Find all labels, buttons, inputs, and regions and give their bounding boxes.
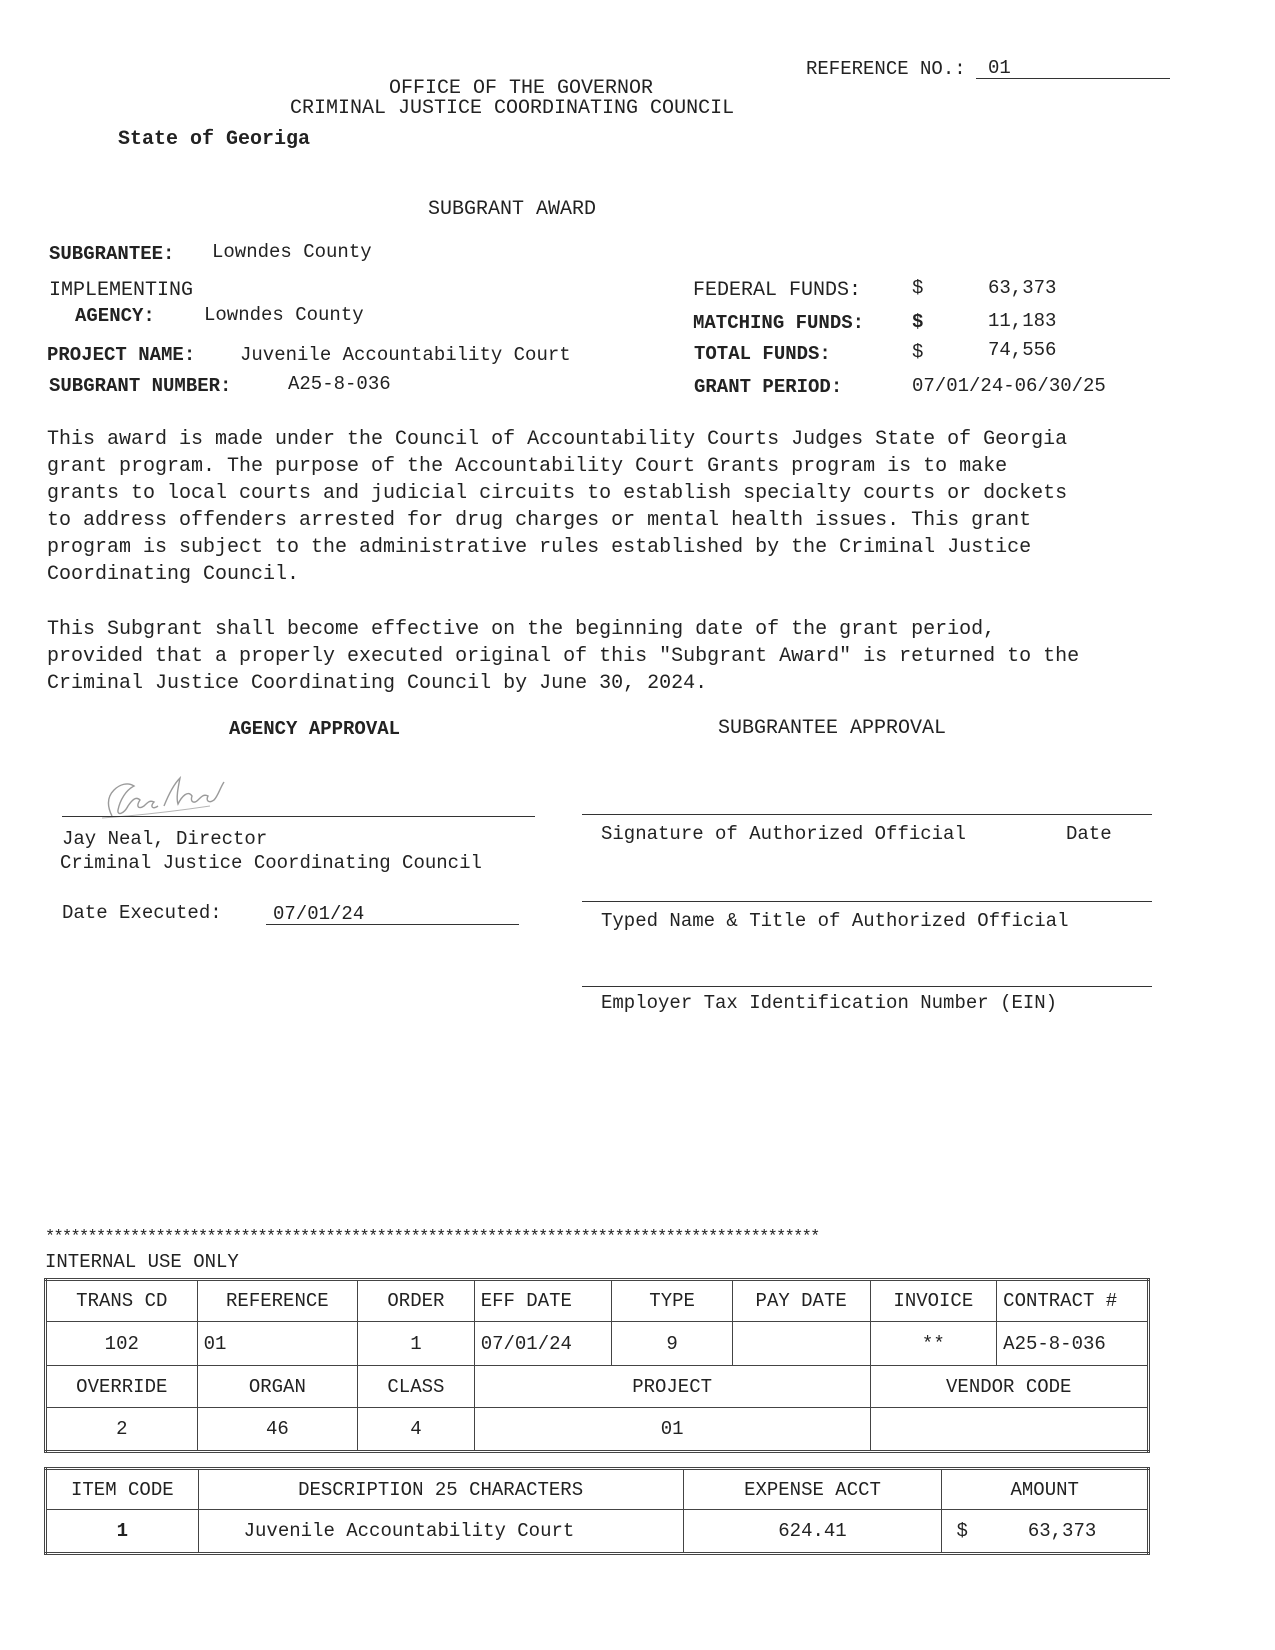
grant-period-value: 07/01/24-06/30/25 — [912, 375, 1106, 397]
project-name-label: PROJECT NAME: — [47, 344, 196, 366]
council-title: CRIMINAL JUSTICE COORDINATING COUNCIL — [290, 97, 735, 120]
header-reference: REFERENCE — [197, 1280, 358, 1322]
project-name-value: Juvenile Accountability Court — [240, 344, 571, 366]
table-row — [46, 1469, 1149, 1510]
subgrantee-approval-heading: SUBGRANTEE APPROVAL — [718, 717, 947, 740]
official-signature-label: Signature of Authorized Official — [601, 823, 966, 845]
grant-period-label: GRANT PERIOD: — [694, 376, 843, 398]
item-code-value: 1 — [46, 1510, 199, 1554]
reference-label: REFERENCE NO.: — [806, 58, 966, 80]
ein-line — [582, 986, 1152, 987]
star-divider: ******************************************************************************************* — [45, 1228, 819, 1247]
value-organ: 46 — [197, 1408, 358, 1452]
value-eff-date: 07/01/24 — [474, 1322, 612, 1366]
typed-name-label: Typed Name & Title of Authorized Official — [601, 910, 1069, 932]
header-trans-cd: TRANS CD — [46, 1280, 198, 1322]
value-vendor-code — [870, 1408, 1149, 1452]
total-funds-value: 74,556 — [988, 339, 1057, 361]
value-override: 2 — [46, 1408, 198, 1452]
header-class: CLASS — [358, 1366, 475, 1408]
effective-date-paragraph: This Subgrant shall become effective on the beginning date of the grant period, provided that a properly executed original of this "Subgrant Award" is returned to the Criminal Justice Coordinating Council by June 30, 2024. — [47, 618, 1080, 695]
subgrant-number-value: A25-8-036 — [288, 373, 391, 395]
agency-signature-line — [62, 816, 535, 817]
internal-use-table — [44, 1278, 1150, 1453]
table-row — [46, 1408, 1149, 1452]
item-expense-acct-value: 624.41 — [683, 1510, 942, 1554]
date-executed-underline — [266, 924, 519, 925]
header-description: DESCRIPTION 25 CHARACTERS — [198, 1469, 683, 1510]
header-item-code: ITEM CODE — [46, 1469, 199, 1510]
value-order: 1 — [358, 1322, 475, 1366]
subgrantee-label: SUBGRANTEE: — [49, 243, 175, 265]
item-amount-value: 63,373 — [1027, 1520, 1097, 1542]
federal-funds-label: FEDERAL FUNDS: — [693, 279, 862, 302]
item-amount-cell — [942, 1510, 1149, 1554]
table-row — [46, 1510, 1149, 1554]
agency-value: Lowndes County — [204, 304, 364, 326]
date-executed-label: Date Executed: — [62, 902, 222, 924]
date-executed-value: 07/01/24 — [273, 903, 365, 925]
header-amount: AMOUNT — [942, 1469, 1149, 1510]
federal-funds-value: 63,373 — [988, 277, 1057, 299]
table-row — [46, 1322, 1149, 1366]
value-invoice: ** — [870, 1322, 997, 1366]
value-pay-date — [732, 1322, 870, 1366]
ein-label: Employer Tax Identification Number (EIN) — [601, 992, 1058, 1014]
value-class: 4 — [358, 1408, 475, 1452]
value-contract: A25-8-036 — [997, 1322, 1149, 1366]
header-type: TYPE — [612, 1280, 732, 1322]
agency-approval-heading: AGENCY APPROVAL — [229, 718, 401, 740]
header-vendor-code: VENDOR CODE — [870, 1366, 1149, 1408]
header-override: OVERRIDE — [46, 1366, 198, 1408]
document-title: SUBGRANT AWARD — [428, 198, 597, 221]
header-contract: CONTRACT # — [997, 1280, 1149, 1322]
value-project: 01 — [474, 1408, 870, 1452]
value-trans-cd: 102 — [46, 1322, 198, 1366]
implementing-label: IMPLEMENTING — [49, 279, 194, 302]
header-invoice: INVOICE — [870, 1280, 997, 1322]
value-type: 9 — [612, 1322, 732, 1366]
matching-funds-value: 11,183 — [988, 310, 1057, 332]
award-description-paragraph: This award is made under the Council of Accountability Courts Judges State of Georgia grant program. The purpose of the Accountability Court Grants program is to make grants to local courts and judicial circuits to establish specialty courts or dockets to address offenders arrested for drug charges or mental health issues. This grant program is subject to the administrative rules established by the Criminal Justice Coordinating Council. — [47, 428, 1068, 586]
header-project: PROJECT — [474, 1366, 870, 1408]
subgrantee-value: Lowndes County — [212, 241, 372, 263]
header-expense-acct: EXPENSE ACCT — [683, 1469, 942, 1510]
office-title: OFFICE OF THE GOVERNOR — [389, 77, 654, 100]
total-funds-currency: $ — [912, 341, 924, 363]
item-amount-currency: $ — [956, 1520, 968, 1542]
signer-name: Jay Neal, Director — [62, 828, 268, 850]
table-row — [46, 1280, 1149, 1322]
total-funds-label: TOTAL FUNDS: — [694, 343, 831, 365]
header-pay-date: PAY DATE — [732, 1280, 870, 1322]
item-description-value: Juvenile Accountability Court — [198, 1510, 683, 1554]
signer-organization: Criminal Justice Coordinating Council — [60, 852, 482, 874]
header-eff-date: EFF DATE — [474, 1280, 612, 1322]
subgrant-number-label: SUBGRANT NUMBER: — [49, 375, 232, 397]
official-signature-date-label: Date — [1066, 823, 1112, 845]
federal-funds-currency: $ — [912, 277, 924, 299]
reference-underline — [976, 78, 1170, 79]
table-row — [46, 1366, 1149, 1408]
header-order: ORDER — [358, 1280, 475, 1322]
reference-value: 01 — [988, 57, 1011, 79]
line-item-table — [44, 1467, 1150, 1555]
value-reference: 01 — [197, 1322, 358, 1366]
matching-funds-currency: $ — [912, 311, 924, 333]
agency-label: AGENCY: — [75, 305, 155, 327]
typed-name-line — [582, 901, 1152, 902]
header-organ: ORGAN — [197, 1366, 358, 1408]
state-name: State of Georiga — [118, 128, 311, 151]
official-signature-line — [582, 814, 1152, 815]
internal-use-label: INTERNAL USE ONLY — [45, 1251, 239, 1273]
matching-funds-label: MATCHING FUNDS: — [693, 312, 865, 334]
